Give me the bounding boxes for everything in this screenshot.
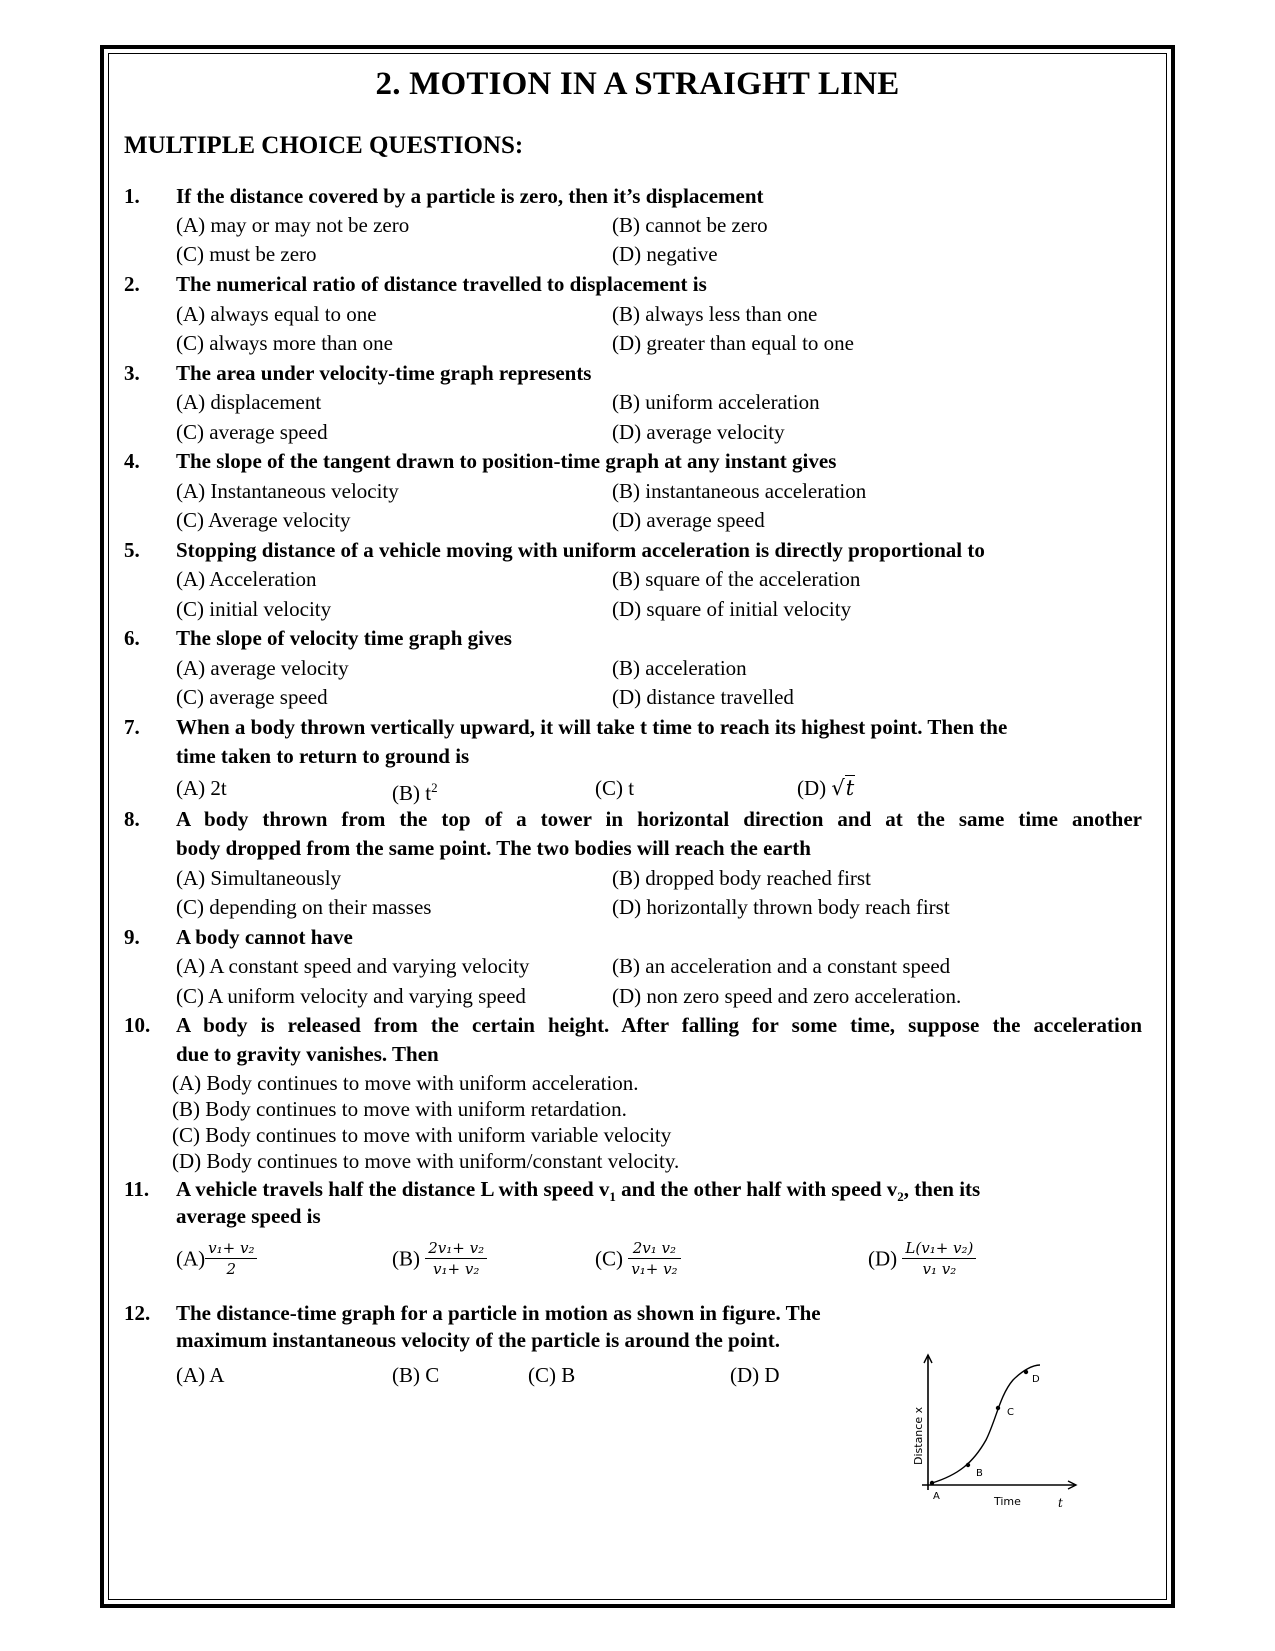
option-a: (A) A [176,1363,225,1387]
question-text-line1: The distance-time graph for a particle in motion as shown in figure. The [176,1301,821,1325]
option-a: (A) Instantaneous velocity [176,479,399,503]
option-label: (C) [595,1246,623,1271]
point-c-label: C [1007,1407,1014,1418]
option-c: (C) must be zero [176,242,317,266]
fraction [902,1238,976,1279]
option-b: (B) always less than one [612,302,818,326]
x-axis-label: Time [994,1495,1021,1508]
option-c: (C) depending on their masses [176,895,432,919]
option-d: (D) horizontally thrown body reach first [612,895,950,919]
option-b: (B) instantaneous acceleration [612,479,867,503]
question-number: 12. [124,1301,151,1325]
question-number: 4. [124,449,140,473]
distance-time-graph [912,1355,1108,1523]
option-c: (C) always more than one [176,331,393,355]
question-text-line2: body dropped from the same point. The two bodies will reach the earth [176,836,811,860]
option-a: (A) always equal to one [176,302,377,326]
question-text-line2: maximum instantaneous velocity of the particle is around the point. [176,1328,780,1352]
question-number: 6. [124,626,140,650]
option-d: (D) negative [612,242,718,266]
option-b [392,775,438,806]
denominator: v₁ v₂ [922,1260,957,1278]
option-d: (D) distance travelled [612,685,794,709]
option-b: (B) uniform acceleration [612,390,820,414]
option-c: (C) average speed [176,685,328,709]
option-d: (D) average speed [612,508,765,532]
text-part: and the other half with speed v [615,1177,898,1201]
option-b: (B) C [392,1363,440,1387]
denominator: v₁+ v₂ [433,1260,480,1278]
option-b: (B) square of the acceleration [612,567,861,591]
option-a: (A) may or may not be zero [176,213,410,237]
option-d: (D) D [730,1363,780,1387]
numerator: 2v₁+ v₂ [425,1238,487,1259]
question-text: Stopping distance of a vehicle moving with uniform acceleration is directly proportional to [176,538,985,562]
option-b: (B) cannot be zero [612,213,768,237]
option-c: (C) B [528,1363,576,1387]
denominator: 2 [226,1260,237,1278]
question-number: 5. [124,538,140,562]
option-d: (D) Body continues to move with uniform/constant velocity. [172,1149,680,1173]
option-a: (A) average velocity [176,656,349,680]
option-c: (C) Body continues to move with uniform variable velocity [172,1123,672,1147]
option-a: (A) A constant speed and varying velocity [176,954,530,978]
numerator: 2v₁ v₂ [628,1238,680,1259]
question-text-line2: due to gravity vanishes. Then [176,1042,439,1066]
option-b [392,1238,487,1279]
option-a: (A) 2t [176,776,227,800]
subscript: 1 [609,1189,616,1205]
question-number: 3. [124,361,140,385]
option-d-label: (D) [797,776,832,800]
question-text-line1: A body thrown from the top of a tower in horizontal direction and at the same time another [176,807,1142,831]
numerator: v₁+ v₂ [205,1238,257,1259]
option-a: (A) Acceleration [176,567,317,591]
numerator: L(v₁+ v₂) [902,1238,976,1259]
x-axis-end-label: t [1058,1496,1063,1510]
text-part: , then its [903,1177,981,1201]
question-number: 10. [124,1013,151,1037]
fraction [425,1238,487,1279]
section-heading: MULTIPLE CHOICE QUESTIONS: [124,132,524,159]
y-axis-label: Distance x [912,1406,925,1465]
option-d: (D) square of initial velocity [612,597,852,621]
question-text-line1: When a body thrown vertically upward, it will take t time to reach its highest point. Then the [176,715,1008,739]
question-number: 7. [124,715,140,739]
fraction [205,1238,257,1279]
option-label: (A) [176,1246,206,1271]
point-d-marker [1024,1370,1028,1374]
option-d: (D) greater than equal to one [612,331,854,355]
page-title: 2. MOTION IN A STRAIGHT LINE [375,66,900,102]
point-b-marker [966,1463,970,1467]
option-b-label: (B) t [392,781,432,805]
option-c: (C) t [595,776,635,800]
option-b: (B) acceleration [612,656,747,680]
question-text-line2: time taken to return to ground is [176,744,470,768]
question-text: The area under velocity-time graph represents [176,361,592,385]
point-d-label: D [1032,1374,1040,1385]
sqrt-expression: √t [831,776,855,800]
subscript: 2 [897,1189,904,1205]
question-text: The numerical ratio of distance travelled to displacement is [176,272,707,296]
question-text: If the distance covered by a particle is zero, then it’s displacement [176,184,764,208]
option-d: (D) non zero speed and zero acceleration. [612,984,962,1008]
option-c: (C) initial velocity [176,597,332,621]
option-c: (C) Average velocity [176,508,351,532]
option-a: (A) Simultaneously [176,866,342,890]
option-label: (B) [392,1246,420,1271]
text-part: A vehicle travels half the distance L with speed v [176,1177,610,1201]
question-number: 8. [124,807,140,831]
option-c [595,1238,681,1279]
option-b: (B) Body continues to move with uniform retardation. [172,1097,627,1121]
question-text-line1: A body is released from the certain height. After falling for some time, suppose the acceleration [176,1013,1142,1037]
option-a: (A) displacement [176,390,322,414]
question-number: 11. [124,1177,150,1201]
option-a [176,1238,257,1279]
question-number: 2. [124,272,140,296]
denominator: v₁+ v₂ [631,1260,678,1278]
question-text-line2: average speed is [176,1204,321,1228]
exponent: 2 [431,780,438,795]
point-a-marker [930,1481,934,1485]
option-d: (D) average velocity [612,420,785,444]
option-c: (C) average speed [176,420,328,444]
option-b: (B) dropped body reached first [612,866,871,890]
option-b: (B) an acceleration and a constant speed [612,954,951,978]
question-number: 1. [124,184,140,208]
point-c-marker [996,1406,1000,1410]
question-text: The slope of velocity time graph gives [176,626,512,650]
point-b-label: B [976,1468,983,1479]
option-a: (A) Body continues to move with uniform acceleration. [172,1071,639,1095]
point-a-label: A [933,1491,940,1502]
option-label: (D) [868,1246,898,1271]
question-text: A body cannot have [176,925,353,949]
sqrt-argument: t [845,776,855,800]
option-d [868,1238,976,1279]
fraction [628,1238,680,1279]
question-text: The slope of the tangent drawn to position-time graph at any instant gives [176,449,837,473]
question-number: 9. [124,925,140,949]
option-c: (C) A uniform velocity and varying speed [176,984,526,1008]
option-d [797,775,855,801]
distance-curve [932,1365,1040,1483]
